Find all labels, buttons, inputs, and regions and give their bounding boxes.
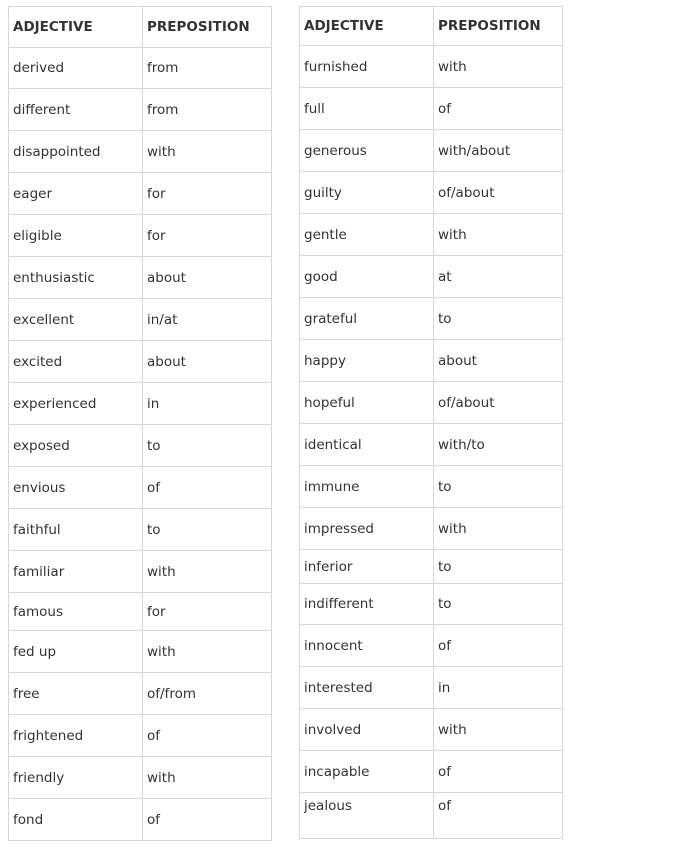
preposition-cell: of	[143, 799, 272, 841]
preposition-cell: with	[434, 709, 563, 751]
adjective-cell: good	[300, 256, 434, 298]
adjective-cell: faithful	[9, 509, 143, 551]
preposition-cell: to	[143, 425, 272, 467]
adjective-cell: furnished	[300, 46, 434, 88]
preposition-header: PREPOSITION	[143, 7, 272, 48]
preposition-cell: of	[434, 625, 563, 667]
adjective-cell: identical	[300, 424, 434, 466]
preposition-cell: of/about	[434, 382, 563, 424]
preposition-cell: to	[434, 466, 563, 508]
adjective-cell: happy	[300, 340, 434, 382]
table-row	[9, 89, 272, 131]
table-row	[300, 130, 563, 172]
preposition-cell: about	[434, 340, 563, 382]
adjective-cell: involved	[300, 709, 434, 751]
preposition-cell: in	[143, 383, 272, 425]
table-row	[300, 256, 563, 298]
adjective-cell: gentle	[300, 214, 434, 256]
adjective-cell: fed up	[9, 631, 143, 673]
table-row	[9, 173, 272, 215]
adjective-cell: experienced	[9, 383, 143, 425]
adjective-cell: full	[300, 88, 434, 130]
table-row	[300, 508, 563, 550]
table-row	[9, 341, 272, 383]
adjective-cell: excited	[9, 341, 143, 383]
table-row	[300, 751, 563, 793]
adjective-header: ADJECTIVE	[300, 7, 434, 46]
preposition-cell: with	[434, 508, 563, 550]
table-row	[9, 715, 272, 757]
adjective-cell: free	[9, 673, 143, 715]
table-header-row	[9, 7, 272, 48]
table-row	[300, 298, 563, 340]
table-row	[9, 757, 272, 799]
table-row	[300, 88, 563, 130]
adjective-cell: friendly	[9, 757, 143, 799]
preposition-cell: for	[143, 593, 272, 631]
preposition-cell: of	[434, 751, 563, 793]
table-row	[300, 550, 563, 584]
adjective-header: ADJECTIVE	[9, 7, 143, 48]
adjective-cell: eligible	[9, 215, 143, 257]
preposition-cell: of	[143, 467, 272, 509]
table-row	[9, 631, 272, 673]
table-row	[9, 425, 272, 467]
adjective-cell: eager	[9, 173, 143, 215]
table-row	[9, 551, 272, 593]
adjective-cell: envious	[9, 467, 143, 509]
table-row	[9, 509, 272, 551]
preposition-cell: with/about	[434, 130, 563, 172]
adjective-cell: enthusiastic	[9, 257, 143, 299]
table-row	[300, 46, 563, 88]
table-row	[9, 215, 272, 257]
table-row	[300, 382, 563, 424]
preposition-cell: with/to	[434, 424, 563, 466]
preposition-header: PREPOSITION	[434, 7, 563, 46]
table-row	[300, 667, 563, 709]
table-row	[9, 799, 272, 841]
preposition-cell: of/about	[434, 172, 563, 214]
left-table-body	[9, 48, 272, 841]
adjective-cell: different	[9, 89, 143, 131]
preposition-cell: in	[434, 667, 563, 709]
adjective-cell: excellent	[9, 299, 143, 341]
adjective-cell: famous	[9, 593, 143, 631]
table-row	[9, 673, 272, 715]
adjective-cell: disappointed	[9, 131, 143, 173]
right-adjective-table	[299, 6, 563, 839]
preposition-cell: to	[434, 298, 563, 340]
right-table-body	[300, 46, 563, 839]
preposition-cell: of	[434, 793, 563, 839]
table-row	[300, 709, 563, 751]
adjective-cell: derived	[9, 48, 143, 89]
table-row	[300, 625, 563, 667]
preposition-cell: to	[143, 509, 272, 551]
table-row	[300, 424, 563, 466]
table-row	[9, 299, 272, 341]
table-row	[300, 793, 563, 839]
adjective-cell: generous	[300, 130, 434, 172]
adjective-cell: interested	[300, 667, 434, 709]
adjective-cell: jealous	[300, 793, 434, 839]
preposition-cell: from	[143, 48, 272, 89]
preposition-cell: with	[434, 214, 563, 256]
adjective-cell: impressed	[300, 508, 434, 550]
preposition-cell: with	[143, 757, 272, 799]
preposition-cell: to	[434, 584, 563, 625]
adjective-cell: incapable	[300, 751, 434, 793]
adjective-cell: immune	[300, 466, 434, 508]
preposition-cell: with	[434, 46, 563, 88]
adjective-cell: frightened	[9, 715, 143, 757]
table-row	[9, 48, 272, 89]
adjective-cell: hopeful	[300, 382, 434, 424]
left-adjective-table	[8, 6, 272, 841]
adjective-cell: fond	[9, 799, 143, 841]
preposition-cell: of	[143, 715, 272, 757]
table-row	[300, 214, 563, 256]
table-row	[9, 467, 272, 509]
adjective-cell: guilty	[300, 172, 434, 214]
table-row	[300, 172, 563, 214]
preposition-cell: of/from	[143, 673, 272, 715]
preposition-cell: with	[143, 631, 272, 673]
preposition-cell: with	[143, 131, 272, 173]
preposition-cell: from	[143, 89, 272, 131]
table-header-row	[300, 7, 563, 46]
adjective-cell: inferior	[300, 550, 434, 584]
table-row	[300, 584, 563, 625]
preposition-cell: of	[434, 88, 563, 130]
adjective-cell: innocent	[300, 625, 434, 667]
table-row	[9, 593, 272, 631]
preposition-cell: for	[143, 215, 272, 257]
table-row	[9, 383, 272, 425]
preposition-cell: in/at	[143, 299, 272, 341]
table-row	[9, 131, 272, 173]
preposition-cell: about	[143, 257, 272, 299]
preposition-cell: with	[143, 551, 272, 593]
table-row	[300, 466, 563, 508]
preposition-cell: to	[434, 550, 563, 584]
adjective-cell: grateful	[300, 298, 434, 340]
preposition-cell: at	[434, 256, 563, 298]
table-row	[9, 257, 272, 299]
adjective-cell: familiar	[9, 551, 143, 593]
adjective-cell: exposed	[9, 425, 143, 467]
table-row	[300, 340, 563, 382]
preposition-cell: for	[143, 173, 272, 215]
adjective-cell: indifferent	[300, 584, 434, 625]
preposition-cell: about	[143, 341, 272, 383]
